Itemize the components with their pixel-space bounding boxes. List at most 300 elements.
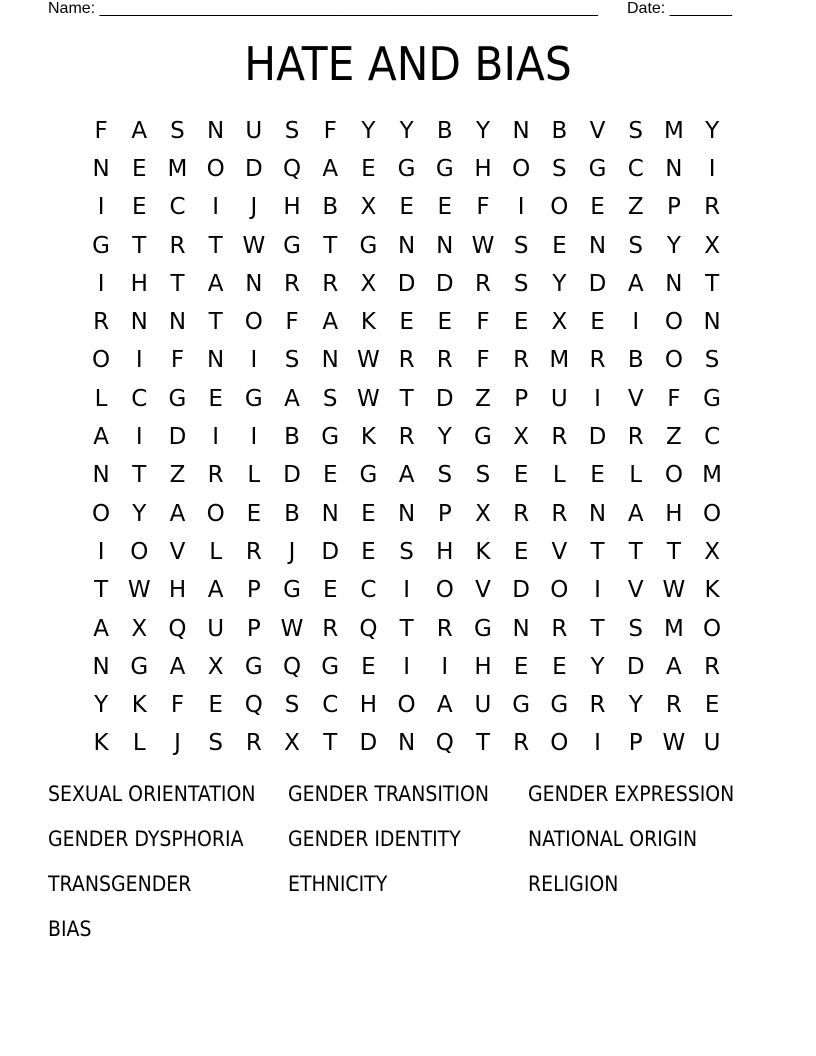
- grid-cell: I: [97, 194, 105, 221]
- grid-cell: U: [474, 692, 492, 719]
- grid-cell: D: [321, 538, 340, 565]
- date-field-label: Date: _______: [627, 0, 732, 17]
- grid-cell: R: [589, 692, 606, 719]
- grid-cell: M: [663, 117, 684, 144]
- grid-cell: S: [704, 347, 720, 374]
- grid-cell: Y: [475, 117, 490, 144]
- grid-cell: G: [588, 155, 607, 182]
- grid-cell: H: [168, 577, 187, 604]
- grid-cell: M: [167, 155, 188, 182]
- grid-cell: A: [169, 653, 186, 680]
- grid-cell: E: [590, 309, 605, 336]
- grid-cell: B: [322, 194, 339, 221]
- grid-cell: N: [130, 309, 148, 336]
- grid-cell: A: [207, 270, 224, 297]
- grid-cell: R: [398, 424, 415, 451]
- word-list-item: ETHNICITY: [288, 872, 388, 896]
- grid-cell: O: [206, 500, 225, 527]
- grid-cell: K: [131, 692, 147, 719]
- grid-cell: R: [513, 730, 530, 757]
- grid-cell: U: [245, 117, 263, 144]
- grid-cell: Y: [590, 653, 605, 680]
- grid-cell: D: [359, 730, 378, 757]
- grid-cell: R: [322, 615, 339, 642]
- grid-cell: G: [397, 155, 416, 182]
- grid-cell: X: [475, 500, 491, 527]
- grid-cell: R: [513, 347, 530, 374]
- grid-cell: I: [250, 347, 258, 374]
- grid-cell: E: [513, 462, 529, 489]
- grid-cell: W: [357, 385, 380, 412]
- grid-cell: U: [207, 615, 225, 642]
- grid-cell: W: [357, 347, 380, 374]
- grid-cell: K: [360, 424, 376, 451]
- grid-cell: O: [664, 309, 683, 336]
- grid-cell: A: [627, 500, 644, 527]
- grid-cell: O: [703, 500, 722, 527]
- grid-cell: N: [321, 347, 339, 374]
- grid-cell: R: [589, 347, 606, 374]
- word-list-item: GENDER IDENTITY: [288, 827, 461, 851]
- grid-cell: Y: [666, 232, 681, 259]
- grid-cell: T: [666, 538, 681, 565]
- grid-cell: E: [590, 194, 605, 221]
- grid-cell: E: [361, 155, 376, 182]
- grid-cell: E: [437, 194, 453, 221]
- grid-cell: P: [437, 500, 452, 527]
- grid-cell: A: [207, 577, 224, 604]
- grid-cell: E: [361, 653, 376, 680]
- grid-cell: K: [93, 730, 109, 757]
- grid-cell: T: [475, 730, 490, 757]
- grid-cell: G: [474, 615, 492, 642]
- grid-cell: O: [130, 538, 149, 565]
- grid-cell: Y: [132, 500, 147, 527]
- grid-cell: I: [708, 155, 716, 182]
- grid-cell: P: [246, 615, 261, 642]
- grid-cell: X: [551, 309, 568, 336]
- grid-cell: Q: [168, 615, 187, 642]
- grid-cell: L: [132, 730, 146, 757]
- grid-cell: S: [399, 538, 414, 565]
- grid-cell: I: [212, 424, 220, 451]
- grid-cell: R: [93, 309, 110, 336]
- grid-cell: N: [397, 730, 416, 757]
- grid-cell: Y: [361, 117, 376, 144]
- grid-cell: L: [629, 462, 643, 489]
- letter-grid: [82, 112, 732, 763]
- grid-cell: E: [246, 500, 262, 527]
- grid-cell: E: [399, 194, 414, 221]
- word-list-item: NATIONAL ORIGIN: [528, 827, 698, 851]
- grid-cell: V: [589, 117, 606, 144]
- grid-cell: E: [552, 232, 567, 259]
- grid-cell: W: [662, 577, 686, 604]
- grid-cell: S: [628, 615, 644, 642]
- grid-cell: D: [244, 155, 263, 182]
- header-line: [48, 0, 748, 20]
- grid-cell: O: [550, 194, 569, 221]
- grid-cell: C: [131, 385, 148, 412]
- grid-cell: Q: [282, 155, 302, 182]
- grid-cell: R: [284, 270, 301, 297]
- grid-cell: P: [628, 730, 643, 757]
- grid-cell: R: [474, 270, 491, 297]
- grid-cell: F: [476, 347, 490, 374]
- grid-cell: Z: [169, 462, 186, 489]
- grid-cell: R: [704, 653, 721, 680]
- grid-cell: T: [323, 232, 338, 259]
- grid-cell: S: [513, 232, 529, 259]
- grid-cell: S: [552, 155, 567, 182]
- grid-cell: E: [132, 194, 147, 221]
- grid-cell: R: [627, 424, 644, 451]
- grid-cell: E: [208, 385, 223, 412]
- grid-cell: E: [322, 577, 338, 604]
- grid-cell: I: [403, 653, 410, 680]
- grid-cell: N: [207, 117, 225, 144]
- grid-cell: G: [130, 653, 149, 680]
- grid-cell: Z: [627, 194, 644, 221]
- grid-cell: F: [170, 347, 185, 374]
- grid-cell: D: [626, 653, 645, 680]
- grid-cell: P: [666, 194, 681, 221]
- grid-cell: T: [590, 615, 605, 642]
- grid-cell: F: [285, 309, 299, 336]
- word-list-item: SEXUAL ORIENTATION: [48, 782, 256, 806]
- grid-cell: T: [628, 538, 643, 565]
- grid-cell: G: [703, 385, 721, 412]
- grid-cell: N: [207, 347, 225, 374]
- grid-cell: G: [244, 385, 263, 412]
- grid-cell: I: [97, 538, 105, 565]
- grid-cell: Y: [399, 117, 414, 144]
- grid-cell: A: [284, 385, 300, 412]
- grid-cell: W: [662, 730, 686, 757]
- grid-cell: K: [704, 577, 720, 604]
- grid-cell: S: [628, 117, 644, 144]
- grid-cell: I: [594, 730, 601, 757]
- grid-cell: R: [551, 615, 568, 642]
- grid-cell: A: [93, 615, 109, 642]
- grid-cell: H: [436, 538, 454, 565]
- grid-cell: M: [549, 347, 570, 374]
- grid-cell: A: [131, 117, 148, 144]
- grid-cell: K: [360, 309, 376, 336]
- grid-cell: O: [244, 309, 263, 336]
- grid-cell: A: [322, 155, 339, 182]
- grid-cell: E: [590, 462, 605, 489]
- name-field-label: Name: ________________________________________________________: [48, 0, 598, 17]
- grid-cell: N: [588, 232, 607, 259]
- grid-cell: A: [666, 653, 682, 680]
- grid-cell: F: [323, 117, 337, 144]
- word-list-item: RELIGION: [528, 872, 619, 896]
- grid-cell: O: [397, 692, 416, 719]
- grid-cell: C: [322, 692, 339, 719]
- grid-cell: X: [513, 424, 530, 451]
- grid-cell: I: [250, 424, 258, 451]
- grid-cell: T: [208, 232, 223, 259]
- grid-cell: T: [94, 577, 109, 604]
- grid-cell: R: [704, 194, 721, 221]
- grid-cell: N: [665, 155, 683, 182]
- grid-cell: M: [702, 462, 723, 489]
- grid-cell: G: [512, 692, 531, 719]
- grid-cell: G: [321, 653, 340, 680]
- grid-cell: O: [550, 577, 569, 604]
- grid-cell: U: [703, 730, 721, 757]
- grid-cell: R: [207, 462, 224, 489]
- grid-cell: C: [360, 577, 377, 604]
- grid-cell: G: [244, 653, 263, 680]
- grid-cell: C: [169, 194, 186, 221]
- grid-cell: C: [704, 424, 721, 451]
- grid-cell: R: [551, 500, 568, 527]
- grid-cell: J: [250, 194, 258, 221]
- grid-cell: T: [590, 538, 605, 565]
- grid-cell: T: [399, 385, 414, 412]
- grid-cell: N: [436, 232, 454, 259]
- grid-cell: Y: [437, 424, 452, 451]
- grid-cell: F: [667, 385, 681, 412]
- grid-cell: D: [512, 577, 531, 604]
- grid-cell: W: [127, 577, 151, 604]
- grid-cell: K: [475, 538, 491, 565]
- grid-cell: W: [471, 232, 495, 259]
- grid-cell: S: [284, 692, 300, 719]
- grid-cell: R: [551, 424, 568, 451]
- grid-cell: E: [132, 155, 147, 182]
- grid-cell: X: [284, 730, 300, 757]
- grid-cell: N: [512, 615, 530, 642]
- grid-cell: B: [627, 347, 644, 374]
- grid-cell: B: [436, 117, 453, 144]
- grid-cell: W: [280, 615, 304, 642]
- grid-cell: T: [208, 309, 223, 336]
- grid-cell: C: [627, 155, 644, 182]
- grid-cell: I: [594, 577, 601, 604]
- grid-cell: O: [92, 500, 111, 527]
- grid-cell: L: [209, 538, 223, 565]
- grid-cell: Q: [282, 653, 302, 680]
- grid-cell: R: [665, 692, 682, 719]
- grid-cell: X: [131, 615, 148, 642]
- grid-cell: E: [513, 538, 529, 565]
- grid-cell: I: [517, 194, 525, 221]
- grid-cell: R: [513, 500, 530, 527]
- grid-cell: D: [588, 270, 607, 297]
- grid-cell: D: [397, 270, 416, 297]
- grid-cell: H: [665, 500, 683, 527]
- grid-cell: A: [322, 309, 339, 336]
- grid-cell: A: [436, 692, 453, 719]
- grid-cell: S: [437, 462, 453, 489]
- grid-cell: D: [588, 424, 607, 451]
- grid-cell: T: [170, 270, 185, 297]
- grid-cell: N: [665, 270, 683, 297]
- grid-cell: S: [475, 462, 491, 489]
- grid-cell: G: [283, 232, 301, 259]
- grid-cell: I: [135, 347, 143, 374]
- grid-cell: F: [170, 692, 185, 719]
- grid-cell: Y: [552, 270, 567, 297]
- grid-cell: M: [663, 615, 684, 642]
- grid-cell: T: [132, 462, 147, 489]
- grid-cell: Y: [94, 692, 109, 719]
- grid-cell: L: [552, 462, 566, 489]
- grid-cell: R: [436, 615, 453, 642]
- grid-cell: I: [594, 385, 601, 412]
- grid-cell: O: [664, 347, 683, 374]
- word-list-item: GENDER EXPRESSION: [528, 782, 735, 806]
- grid-cell: N: [588, 500, 607, 527]
- grid-cell: P: [246, 577, 261, 604]
- grid-cell: H: [283, 194, 301, 221]
- grid-cell: G: [359, 232, 378, 259]
- grid-cell: G: [359, 462, 378, 489]
- grid-cell: V: [475, 577, 491, 604]
- grid-cell: H: [130, 270, 148, 297]
- grid-cell: I: [441, 653, 449, 680]
- grid-cell: H: [474, 155, 492, 182]
- grid-cell: B: [284, 500, 300, 527]
- grid-cell: S: [208, 730, 223, 757]
- grid-cell: N: [92, 653, 110, 680]
- grid-cell: U: [550, 385, 568, 412]
- grid-cell: V: [169, 538, 186, 565]
- grid-cell: E: [208, 692, 223, 719]
- grid-cell: A: [398, 462, 415, 489]
- grid-cell: G: [550, 692, 569, 719]
- grid-cell: S: [322, 385, 338, 412]
- grid-cell: Q: [359, 615, 378, 642]
- grid-cell: I: [97, 270, 105, 297]
- grid-cell: R: [245, 730, 262, 757]
- grid-cell: P: [514, 385, 529, 412]
- grid-cell: E: [552, 653, 567, 680]
- grid-cell: A: [93, 424, 109, 451]
- grid-cell: O: [435, 577, 454, 604]
- grid-cell: O: [92, 347, 111, 374]
- grid-cell: R: [436, 347, 453, 374]
- grid-cell: B: [551, 117, 568, 144]
- grid-cell: W: [242, 232, 266, 259]
- grid-cell: R: [322, 270, 339, 297]
- grid-cell: B: [284, 424, 300, 451]
- grid-cell: N: [321, 500, 339, 527]
- grid-cell: L: [94, 385, 108, 412]
- grid-cell: R: [245, 538, 262, 565]
- grid-cell: X: [704, 538, 720, 565]
- grid-cell: N: [703, 309, 721, 336]
- grid-cell: J: [288, 538, 296, 565]
- grid-cell: G: [168, 385, 187, 412]
- grid-cell: O: [512, 155, 531, 182]
- grid-cell: N: [397, 500, 416, 527]
- grid-cell: E: [361, 500, 376, 527]
- grid-cell: T: [132, 232, 147, 259]
- grid-cell: T: [323, 730, 338, 757]
- grid-cell: O: [664, 462, 683, 489]
- page-title: HATE AND BIAS: [244, 37, 572, 91]
- grid-cell: I: [632, 309, 640, 336]
- grid-cell: F: [94, 117, 108, 144]
- grid-cell: G: [283, 577, 301, 604]
- grid-cell: A: [169, 500, 186, 527]
- grid-cell: F: [476, 194, 490, 221]
- grid-cell: V: [627, 385, 644, 412]
- grid-cell: X: [207, 653, 224, 680]
- grid-cell: Z: [666, 424, 682, 451]
- grid-cell: S: [628, 232, 644, 259]
- grid-cell: S: [513, 270, 529, 297]
- grid-cell: E: [513, 309, 529, 336]
- grid-cell: Y: [628, 692, 643, 719]
- grid-cell: E: [513, 653, 529, 680]
- grid-cell: G: [321, 424, 340, 451]
- word-list-item: TRANSGENDER: [48, 872, 192, 896]
- grid-cell: E: [399, 309, 414, 336]
- grid-cell: G: [435, 155, 454, 182]
- grid-cell: E: [437, 309, 453, 336]
- grid-cell: H: [359, 692, 378, 719]
- grid-cell: H: [474, 653, 492, 680]
- word-list: [48, 775, 788, 955]
- word-list-item: GENDER TRANSITION: [288, 782, 490, 806]
- grid-cell: G: [474, 424, 492, 451]
- grid-cell: I: [403, 577, 410, 604]
- grid-cell: D: [435, 270, 454, 297]
- grid-cell: X: [704, 232, 720, 259]
- grid-cell: L: [247, 462, 261, 489]
- grid-cell: T: [705, 270, 720, 297]
- word-list-item: GENDER DYSPHORIA: [48, 827, 244, 851]
- grid-cell: T: [399, 615, 414, 642]
- word-list-item: BIAS: [48, 917, 92, 941]
- grid-cell: Q: [435, 730, 454, 757]
- grid-cell: O: [550, 730, 569, 757]
- grid-cell: S: [284, 347, 300, 374]
- grid-cell: O: [206, 155, 225, 182]
- grid-cell: R: [169, 232, 186, 259]
- grid-cell: V: [551, 538, 568, 565]
- grid-cell: N: [397, 232, 416, 259]
- grid-cell: S: [284, 117, 300, 144]
- grid-cell: X: [360, 270, 377, 297]
- grid-cell: S: [170, 117, 185, 144]
- grid-cell: D: [283, 462, 301, 489]
- grid-cell: N: [92, 462, 110, 489]
- grid-cell: Z: [475, 385, 491, 412]
- grid-cell: G: [92, 232, 110, 259]
- grid-cell: A: [627, 270, 644, 297]
- grid-cell: D: [168, 424, 187, 451]
- grid-cell: E: [322, 462, 338, 489]
- grid-cell: I: [135, 424, 143, 451]
- grid-cell: J: [174, 730, 181, 757]
- grid-cell: I: [212, 194, 220, 221]
- grid-cell: N: [512, 117, 530, 144]
- grid-cell: O: [703, 615, 722, 642]
- grid-cell: E: [704, 692, 720, 719]
- grid-cell: N: [92, 155, 110, 182]
- grid-cell: N: [168, 309, 187, 336]
- grid-cell: F: [476, 309, 490, 336]
- grid-cell: N: [245, 270, 263, 297]
- grid-cell: Y: [705, 117, 720, 144]
- grid-cell: R: [398, 347, 415, 374]
